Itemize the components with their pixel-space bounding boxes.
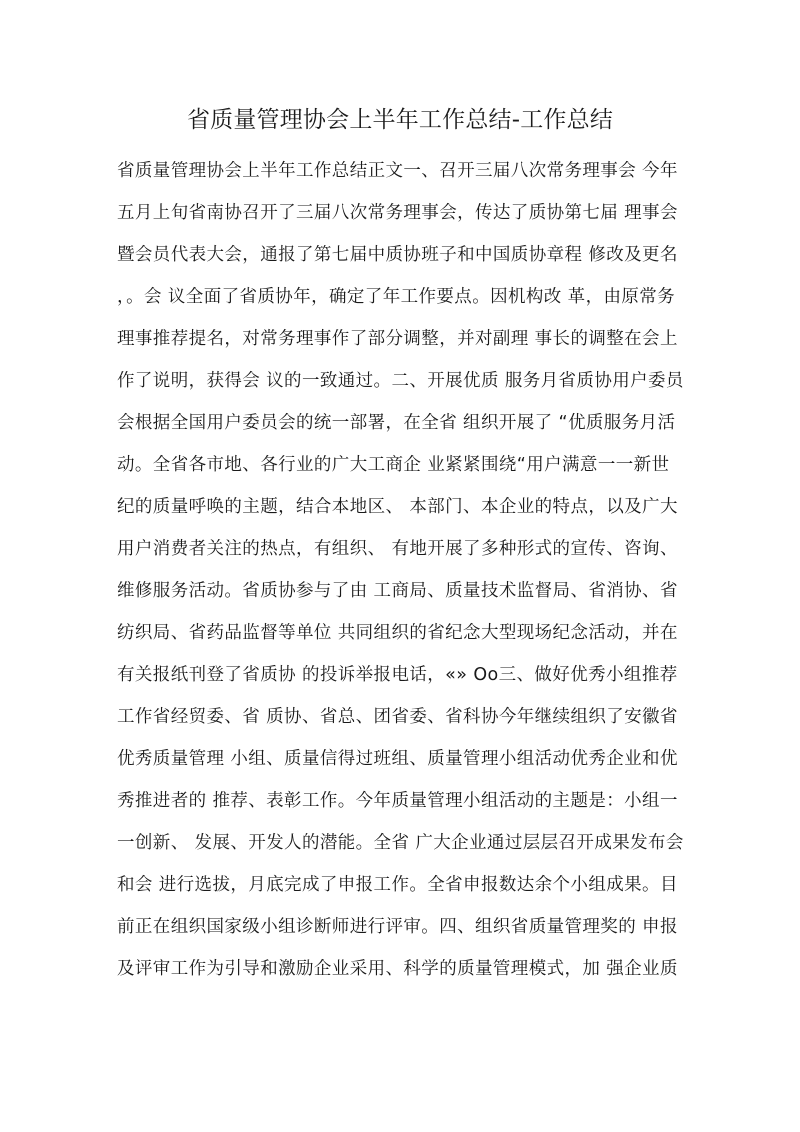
body-line: 动。全省各市地、各行业的广大工商企 业紧紧围绕“用户满意一一新世 (117, 455, 670, 475)
document-title: 省质量管理协会上半年工作总结-工作总结 (186, 107, 614, 133)
body-line: 一创新、 发展、开发人的潜能。全省 广大企业通过层层召开成果发布会 (117, 833, 684, 853)
body-line: 会根据全国用户委员会的统一部署，在全省 组织开展了 “优质服务月活 (117, 413, 676, 433)
body-line: 作了说明，获得会 议的一致通过。二、开展优质 服务月省质协用户委员 (117, 371, 684, 391)
body-line: 工作省经贸委、省 质协、省总、团省委、省科协今年继续组织了安徽省 (117, 707, 678, 727)
body-line: 前正在组织国家级小组诊断师进行评审。四、组织省质量管理奖的 申报 (117, 917, 678, 937)
body-line: 和会 进行选拔，月底完成了申报工作。全省申报数达余个小组成果。目 (117, 875, 678, 895)
body-line: 暨会员代表大会，通报了第七届中质协班子和中国质协章程 修改及更名 (117, 245, 678, 265)
body-line: 秀推进者的 推荐、表彰工作。今年质量管理小组活动的主题是：小组一 (117, 791, 678, 811)
body-line: 用户消费者关注的热点，有组织、 有地开展了多种形式的宣传、咨询、 (117, 539, 678, 559)
body-line: 优秀质量管理 小组、质量信得过班组、质量管理小组活动优秀企业和优 (117, 749, 678, 769)
body-line: 有关报纸刊登了省质协 的投诉举报电话，«» Oo三、做好优秀小组推荐 (117, 665, 678, 685)
body-line: 维修服务活动。省质协参与了由 工商局、质量技术监督局、省消协、省 (117, 581, 678, 601)
body-line: 理事推荐提名，对常务理事作了部分调整，并对副理 事长的调整在会上 (117, 329, 678, 349)
body-line: 纺织局、省药品监督等单位 共同组织的省纪念大型现场纪念活动，并在 (117, 623, 678, 643)
body-line: 五月上旬省南协召开了三届八次常务理事会，传达了质协第七届 理事会 (117, 203, 678, 223)
document-body (117, 150, 697, 990)
body-line: 省质量管理协会上半年工作总结正文一、召开三届八次常务理事会 今年 (117, 161, 678, 181)
body-line: 及评审工作为引导和激励企业采用、科学的质量管理模式，加 强企业质 (117, 959, 678, 979)
body-line: ，。会 议全面了省质协年，确定了年工作要点。因机构改 革，由原常务 (117, 287, 676, 307)
body-line: 纪的质量呼唤的主题，结合本地区、 本部门、本企业的特点，以及广大 (117, 497, 678, 517)
